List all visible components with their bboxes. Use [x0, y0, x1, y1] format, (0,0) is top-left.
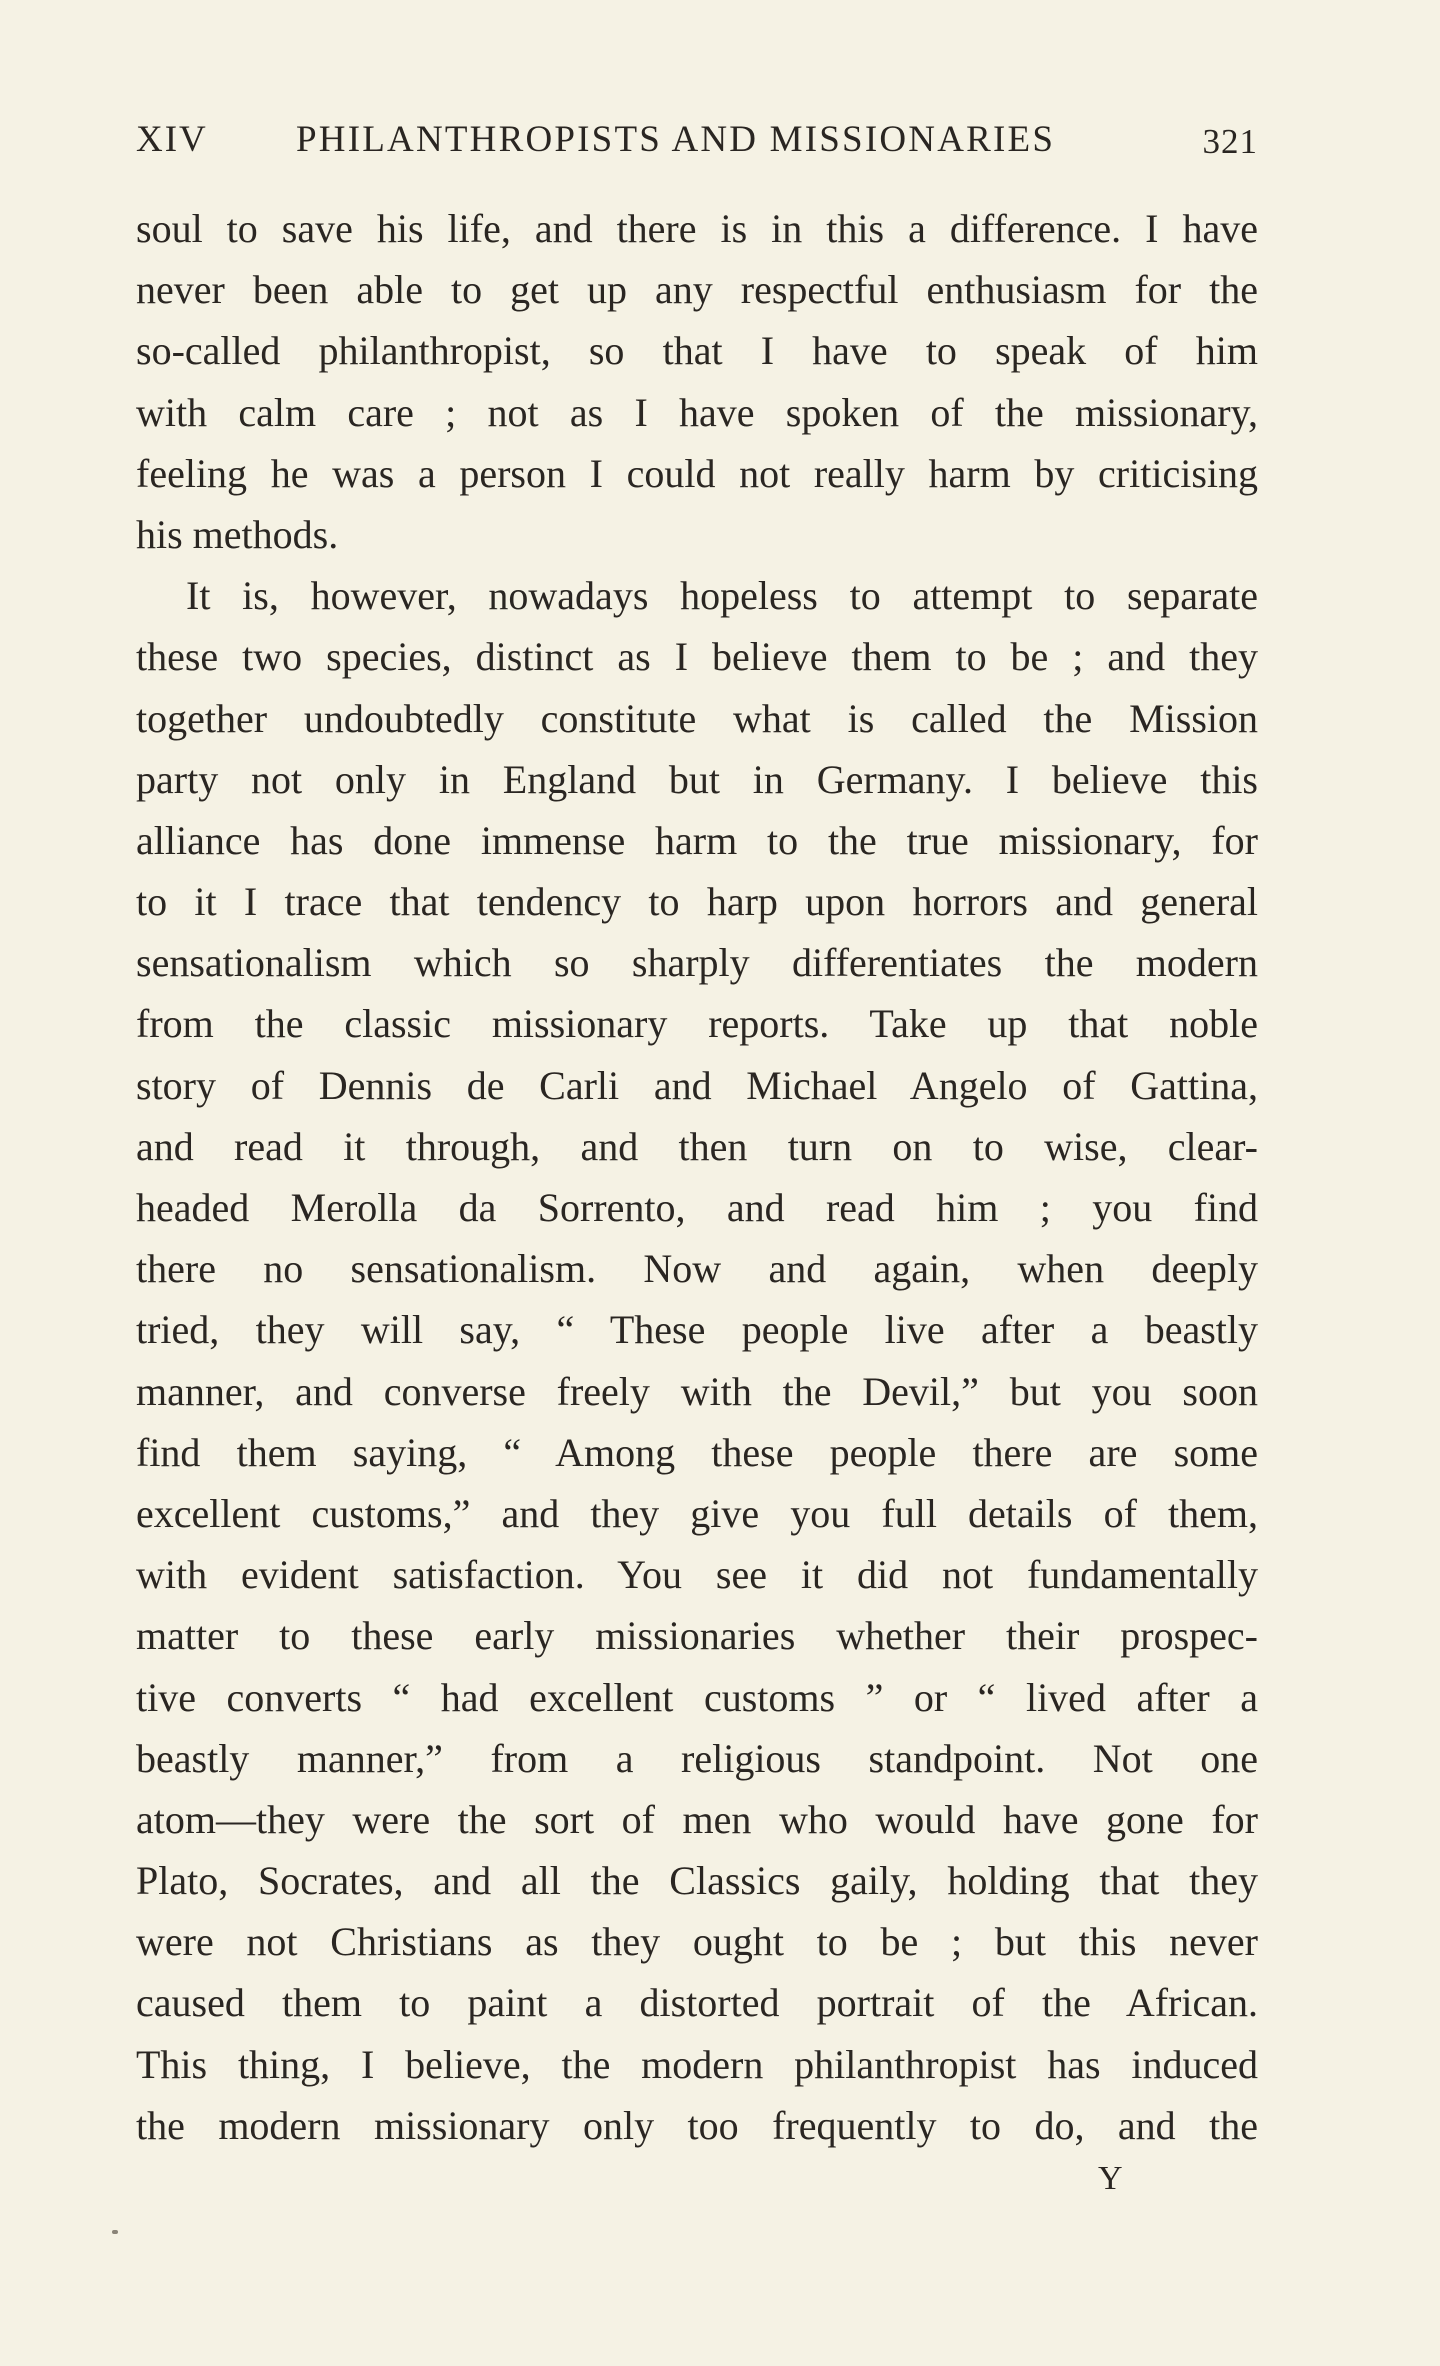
- text-line: with evident satisfaction. You see it did not fundamentally: [136, 1552, 1258, 1598]
- text-line: with calm care ; not as I have spoken of the missionary,: [136, 389, 1258, 435]
- text-line: party not only in England but in Germany. I believe this: [136, 756, 1258, 802]
- text-line: manner, and converse freely with the Devil,” but you soon: [136, 1368, 1258, 1414]
- text-line: atom—they were the sort of men who would have gone for: [136, 1796, 1258, 1842]
- text-line: story of Dennis de Carli and Michael Angelo of Gattina,: [136, 1062, 1258, 1108]
- text-line: together undoubtedly constitute what is called the Mission: [136, 695, 1258, 741]
- paper-speck: [112, 2230, 118, 2234]
- text-line: soul to save his life, and there is in this a difference. I have: [136, 206, 1258, 251]
- text-line: these two species, distinct as I believe them to be ; and they: [136, 634, 1258, 680]
- text-line: feeling he was a person I could not really harm by criticising: [136, 450, 1258, 496]
- text-line: tive converts “ had excellent customs ” or “ lived after a: [136, 1674, 1258, 1720]
- text-line: were not Christians as they ought to be ; but this never: [136, 1919, 1258, 1965]
- text-line: find them saying, “ Among these people there are some: [136, 1429, 1258, 1475]
- text-line: headed Merolla da Sorrento, and read him ; you find: [136, 1185, 1258, 1230]
- body-text: [136, 198, 1258, 2156]
- text-line: alliance has done immense harm to the true missionary, for: [136, 817, 1258, 863]
- text-line: caused them to paint a distorted portrait of the African.: [136, 1980, 1258, 2026]
- running-title: PHILANTHROPISTS AND MISSIONARIES: [296, 119, 1056, 160]
- text-line: to it I trace that tendency to harp upon horrors and general: [136, 879, 1258, 925]
- text-line: excellent customs,” and they give you full details of them,: [136, 1490, 1258, 1536]
- text-line: so-called philanthropist, so that I have to speak of him: [136, 328, 1258, 374]
- text-line: It is, however, nowadays hopeless to attempt to separate: [186, 573, 1258, 619]
- text-line: the modern missionary only too frequently to do, and the: [136, 2102, 1258, 2148]
- running-head: [136, 118, 1258, 168]
- text-line: there no sensationalism. Now and again, when deeply: [136, 1246, 1258, 1292]
- text-line: and read it through, and then turn on to wise, clear-: [136, 1123, 1258, 1169]
- signature-mark: Y: [1098, 2160, 1124, 2197]
- text-line: tried, they will say, “ These people live after a beastly: [136, 1307, 1258, 1353]
- text-line: his methods.: [136, 511, 339, 557]
- text-line: sensationalism which so sharply differentiates the modern: [136, 940, 1258, 986]
- page-number: 321: [1202, 122, 1258, 161]
- text-line: from the classic missionary reports. Take up that noble: [136, 1001, 1258, 1047]
- text-line: never been able to get up any respectful enthusiasm for the: [136, 267, 1258, 313]
- chapter-number: XIV: [136, 119, 208, 160]
- text-line: Plato, Socrates, and all the Classics gaily, holding that they: [136, 1858, 1258, 1904]
- text-line: matter to these early missionaries whether their prospec-: [136, 1613, 1258, 1659]
- text-line: beastly manner,” from a religious standpoint. Not one: [136, 1735, 1258, 1781]
- text-line: This thing, I believe, the modern philanthropist has induced: [136, 2041, 1258, 2087]
